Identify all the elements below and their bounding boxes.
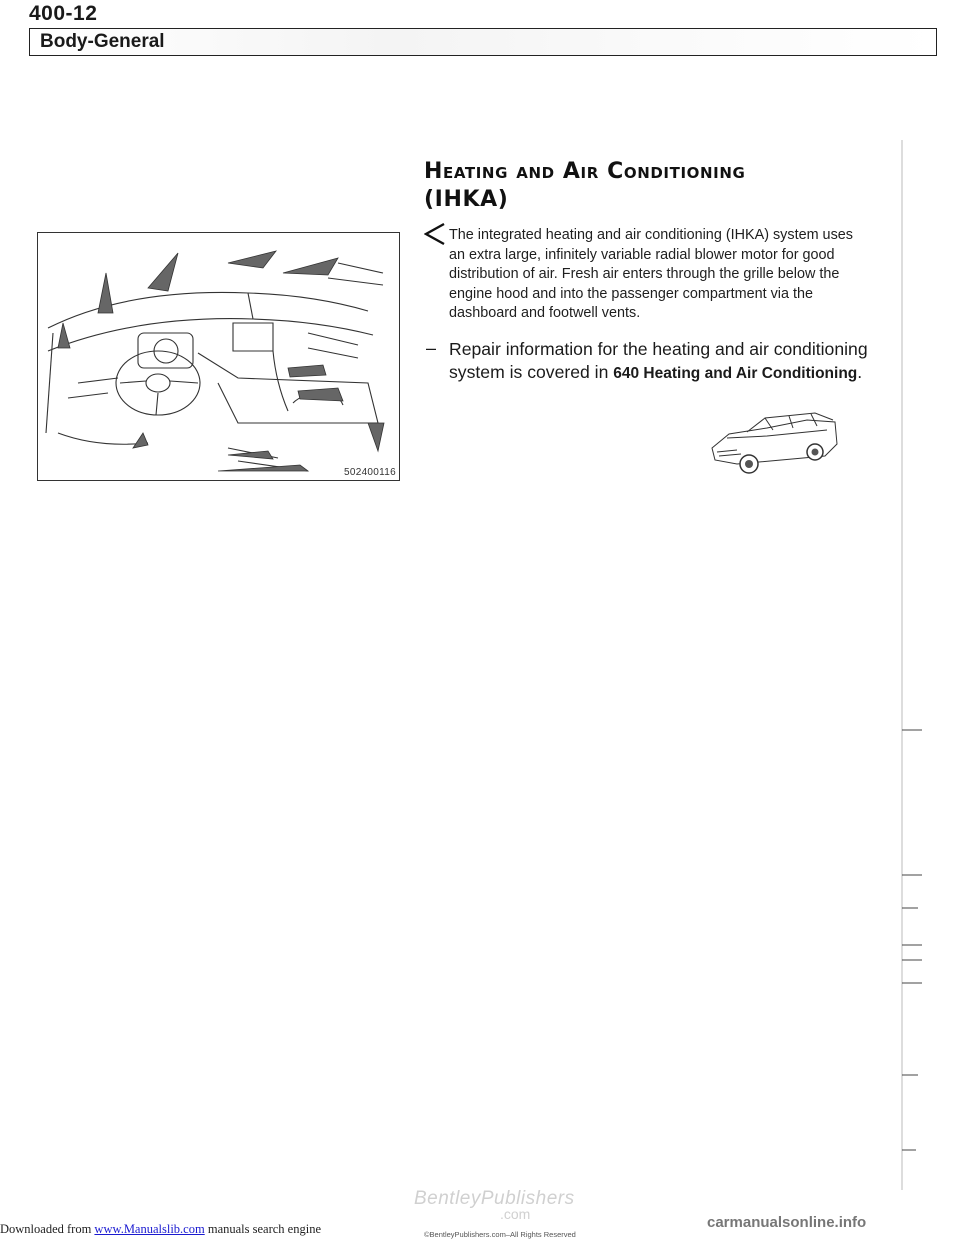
step-text: Repair information for the heating and air conditioning system is covered in <box>449 339 868 382</box>
section-header-bar <box>29 28 937 56</box>
heading-line-2: (IHKA) <box>424 187 509 212</box>
step-end: . <box>857 362 863 382</box>
bentley-watermark: BentleyPublishers <box>414 1188 575 1209</box>
bentley-watermark-com: .com <box>500 1206 531 1222</box>
heading-line-1: Heating and Air Conditioning <box>424 159 746 184</box>
ihka-description: The integrated heating and air conditioning (IHKA) system uses an extra large, infinitely variable radial blower motor for good distribution of air. Fresh air enters through the grille below the engine hood and into the passenger compartment via the dashboard and footwell vents. <box>449 227 853 321</box>
download-footer <box>0 1222 321 1237</box>
step-dash: – <box>426 338 437 358</box>
dashboard-airflow-icon <box>38 233 401 482</box>
section-heading <box>424 158 864 214</box>
pointer-arrow-icon <box>424 222 446 251</box>
dashboard-airflow-figure <box>37 232 400 481</box>
footer-suffix: manuals search engine <box>207 1222 321 1236</box>
station-wagon-icon <box>707 408 843 485</box>
page-number: 400-12 <box>29 2 98 25</box>
manualslib-link[interactable]: www.Manualslib.com <box>94 1222 205 1236</box>
figure-id: 502400116 <box>343 467 396 478</box>
copyright-notice: ©BentleyPublishers.com–All Rights Reserved <box>424 1230 576 1239</box>
footer-prefix: Downloaded from <box>0 1222 92 1236</box>
section-title: Body-General <box>40 31 165 52</box>
repair-info-step <box>449 338 889 385</box>
site-watermark: carmanualsonline.info <box>707 1214 867 1231</box>
margin-marks <box>896 140 936 1200</box>
step-reference: 640 Heating and Air Conditioning <box>613 365 858 382</box>
